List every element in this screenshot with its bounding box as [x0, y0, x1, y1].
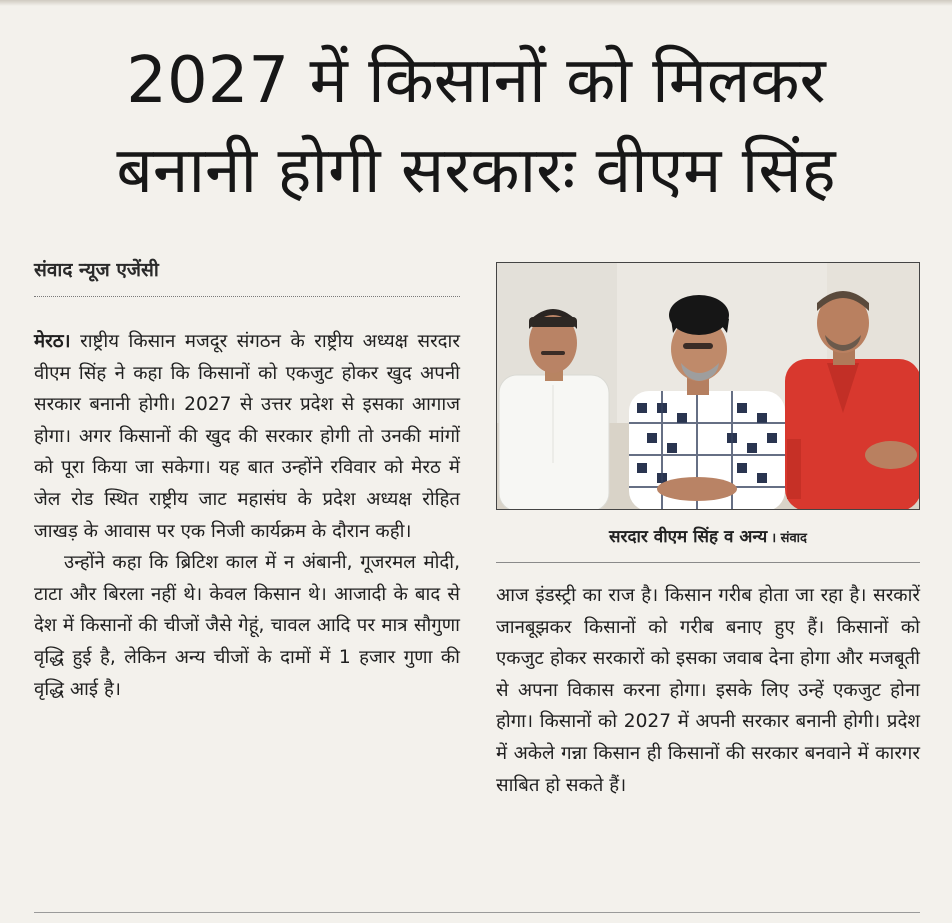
article-column-right — [496, 580, 920, 801]
byline: संवाद न्यूज एजेंसी — [34, 259, 159, 281]
dateline: मेरठ। — [34, 331, 71, 352]
photo-caption — [496, 524, 920, 547]
bottom-divider — [34, 912, 920, 913]
photo-credit: । संवाद — [771, 531, 807, 546]
article-paragraph-1 — [34, 326, 460, 547]
news-photo-illustration — [497, 263, 920, 510]
photo-caption-text: सरदार वीएम सिंह व अन्य — [609, 527, 768, 547]
caption-divider — [496, 562, 920, 563]
news-photo — [496, 262, 920, 510]
byline-divider — [34, 296, 460, 297]
article-column-left — [34, 326, 460, 705]
article-paragraph-3: आज इंडस्ट्री का राज है। किसान गरीब होता जा रहा है। सरकारें जानबूझकर किसानों को गरीब बनाए हुए हैं। किसानों को एकजुट होकर सरकारों को इसका जवाब देना होगा और मजबूती से अपना विकास करना होगा। इसके लिए उन्हें एकजुट होना होगा। किसानों को 2027 में अपनी सरकार बनानी होगी। प्रदेश में अकेले गन्ना किसान ही किसानों की सरकार बनवाने में कारगर साबित हो सकते हैं। — [496, 585, 920, 796]
headline — [20, 36, 932, 216]
headline-line-2: बनानी होगी सरकारः वीएम सिंह — [116, 134, 836, 208]
headline-line-1: 2027 में किसानों को मिलकर — [126, 44, 826, 118]
page-top-edge — [0, 0, 952, 6]
article-paragraph-2: उन्होंने कहा कि ब्रिटिश काल में न अंबानी, गूजरमल मोदी, टाटा और बिरला नहीं थे। केवल किसान थे। आजादी के बाद से देश में किसानों की चीजों जैसे गेहूं, चावल आदि पर मात्र सौगुणा वृद्धि हुई है, लेकिन अन्य चीजों के दामों में 1 हजार गुणा की वृद्धि आई है। — [34, 552, 460, 700]
paragraph-1-text: राष्ट्रीय किसान मजदूर संगठन के राष्ट्रीय अध्यक्ष सरदार वीएम सिंह ने कहा कि किसानों को एकजुट होकर खुद अपनी सरकार बनानी होगी। 2027 से उत्तर प्रदेश से इसका आगाज होगा। अगर किसानों की खुद की सरकार होगी तो उनकी मांगों को पूरा किया जा सकेगा। यह बात उन्होंने रविवार को मेरठ में जेल रोड स्थित राष्ट्रीय जाट महासंघ के प्रदेश अध्यक्ष रोहित जाखड़ के आवास पर एक निजी कार्यक्रम के दौरान कही। — [34, 331, 460, 542]
